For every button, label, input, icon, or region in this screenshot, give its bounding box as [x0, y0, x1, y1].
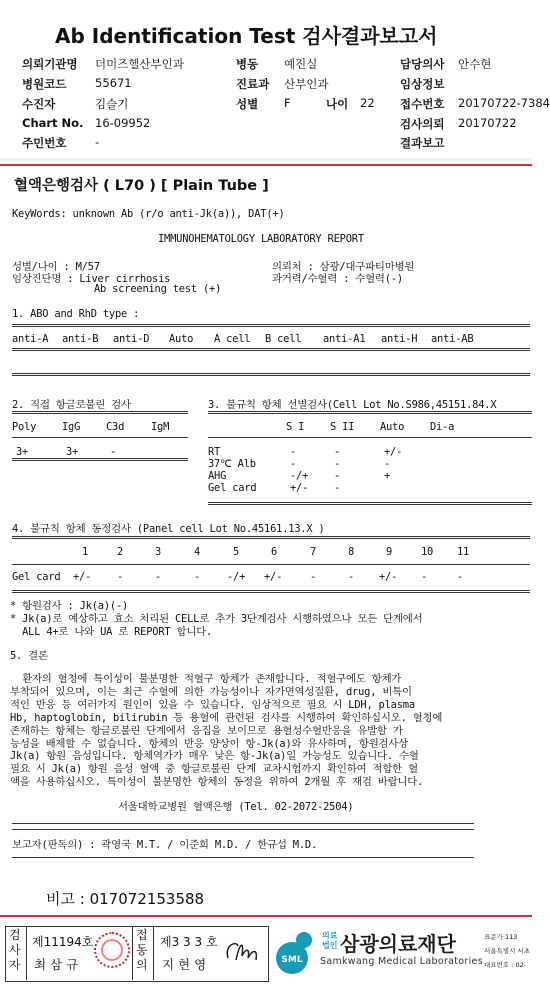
section-4-title: 4. 불규칙 항체 동정검사 (Panel cell Lot No.45161.13.X ) — [12, 523, 325, 535]
inspector-name: 최 삼 규 — [34, 957, 79, 972]
double-rule — [12, 348, 530, 351]
value-doctor: 안수현 — [458, 57, 492, 71]
screen-value: - — [334, 470, 341, 482]
screen-header: Auto — [380, 421, 405, 433]
conclusion-line: Hb, haptoglobin, bilirubin 등 용혈에 관련된 검사를 시행하여 확인하십시오. 혈청에 — [10, 711, 443, 724]
dat-header: C3d — [106, 421, 125, 433]
abo-header: anti-B — [62, 333, 99, 345]
side-info-2: 서울특별시 서초 — [484, 947, 531, 955]
sex-age: 성별/나이 : M/57 — [12, 261, 100, 273]
remark: 비고 : 017072153588 — [46, 890, 205, 908]
double-rule — [208, 411, 532, 414]
dat-value: 3+ — [16, 446, 29, 458]
abo-header: Auto — [169, 333, 194, 345]
abo-header: A cell — [214, 333, 251, 345]
value-chart-no: 16-09952 — [95, 116, 151, 130]
double-rule — [12, 536, 530, 539]
confirmer-label-char: 의 — [136, 958, 148, 972]
value-department: 산부인과 — [284, 77, 329, 91]
screen-value: + — [384, 470, 391, 482]
abo-header: anti-AB — [431, 333, 474, 345]
divider — [26, 926, 27, 980]
value-request-date: 20170722 — [458, 116, 517, 130]
panel-cell-number: 5 — [233, 546, 240, 558]
label-ward: 병동 — [236, 57, 259, 71]
double-rule — [12, 590, 530, 593]
value-hospital-code: 55671 — [95, 76, 132, 90]
value-ward: 예진실 — [284, 57, 318, 71]
label-resident-no: 주민번호 — [22, 136, 67, 150]
hospital-contact: 서울대학교병원 혈액은행 (Tel. 02-2072-2504) — [118, 801, 354, 813]
value-receipt-no: 20170722-7384 — [458, 96, 550, 110]
sml-logo-icon — [270, 926, 320, 976]
note-jka-1: * Jk(a)로 예상하고 효소 처리된 CELL로 추가 3단계검사 시행하였으나 모든 단계에서 — [10, 613, 423, 625]
panel-cell-value: -/+ — [227, 571, 246, 583]
panel-cell-number: 8 — [348, 546, 355, 558]
confirmer-license: 제3 3 3 호 — [160, 935, 218, 949]
panel-cell-value: - — [348, 571, 355, 583]
screen-header: Di-a — [430, 421, 455, 433]
double-rule — [208, 502, 532, 505]
inspector-license: 제11194호 — [32, 935, 94, 949]
panel-cell-number: 7 — [310, 546, 317, 558]
single-rule — [12, 857, 474, 858]
single-rule — [12, 564, 530, 565]
screen-value: - — [334, 482, 341, 494]
diagnosis-2: Ab screening test (+) — [94, 283, 222, 295]
panel-cell-value: - — [155, 571, 162, 583]
inspector-label-char: 자 — [9, 958, 21, 972]
panel-label: Gel card — [12, 571, 61, 583]
section-3-title: 3. 불규칙 항체 선별검사(Cell Lot No.S986,45151.84.X — [208, 399, 497, 411]
divider — [153, 926, 154, 980]
note-jka-2: ALL 4+로 나와 UA 로 REPORT 합니다. — [10, 626, 213, 638]
lab-title: IMMUNOHEMATOLOGY LABORATORY REPORT — [158, 233, 364, 245]
panel-cell-number: 1 — [82, 546, 89, 558]
screen-header: S II — [330, 421, 355, 433]
panel-cell-number: 11 — [457, 546, 470, 558]
org-small-2: 법인 — [322, 941, 338, 950]
screen-value: - — [334, 458, 341, 470]
abo-header: B cell — [265, 333, 302, 345]
confirmer-label — [136, 928, 150, 973]
confirmer-label-char: 동 — [136, 943, 148, 957]
screen-value: +/- — [290, 482, 309, 494]
seal-inner — [101, 939, 123, 961]
panel-cell-value: - — [310, 571, 317, 583]
confirmer-name: 지 현 영 — [162, 957, 207, 972]
inspector-label — [9, 928, 23, 973]
conclusion-line: 액을 사용하십시오. 특이성이 불분명한 항체의 동정을 위하여 2개월 후 재검 바랍니다. — [10, 776, 424, 789]
single-rule — [208, 437, 532, 438]
abo-header: anti-H — [381, 333, 418, 345]
signature-icon — [222, 934, 262, 970]
section-2-title: 2. 직접 항글로불린 검사 — [12, 399, 131, 411]
single-rule — [12, 829, 474, 830]
abo-header: anti-A — [12, 333, 49, 345]
label-sex: 성별 — [236, 97, 259, 111]
keywords: KeyWords: unknown Ab (r/o anti-Jk(a)), DAT(+) — [12, 208, 285, 220]
conclusion-line: 존재하는 항체는 항글로불린 단계에서 응집을 보이므로 용혈성수혈반응을 유발할 가 — [10, 724, 403, 737]
label-request-date: 검사의뢰 — [400, 117, 445, 131]
label-requester-org: 의뢰기관명 — [22, 57, 78, 71]
label-clinical-info: 임상정보 — [400, 77, 445, 91]
double-rule — [12, 411, 188, 414]
panel-cell-number: 10 — [421, 546, 434, 558]
conclusion-line: 적인 반응 등 여러가지 원인이 있을 수 있습니다. 임상적으로 필요 시 LDH, plasma — [10, 698, 415, 711]
org-name: 삼광의료재단 — [340, 932, 456, 956]
screen-phase: RT — [208, 446, 221, 458]
value-resident-no: - — [95, 135, 100, 149]
section-title: 혈액은행검사 ( L70 ) [ Plain Tube ] — [14, 178, 269, 194]
double-rule — [12, 373, 530, 376]
label-department: 진료과 — [236, 77, 270, 91]
value-requester-org: 더미즈헬산부인과 — [95, 57, 184, 71]
dat-header: IgM — [151, 421, 170, 433]
screen-header: S I — [286, 421, 305, 433]
panel-cell-value: - — [117, 571, 124, 583]
side-info-1: 표준가:113 — [484, 933, 518, 941]
label-receipt-no: 접수번호 — [400, 97, 445, 111]
panel-cell-value: +/- — [264, 571, 283, 583]
dat-header: Poly — [12, 421, 37, 433]
transfusion-history: 과거력/수혈력 : 수혈력(-) — [272, 273, 403, 285]
label-age: 나이 — [326, 97, 349, 111]
label-result-report: 결과보고 — [400, 136, 445, 150]
panel-cell-number: 3 — [155, 546, 162, 558]
diagnosis-1: 임상진단명 : Liver cirrhosis — [12, 273, 171, 285]
double-rule — [12, 458, 188, 461]
panel-cell-number: 6 — [271, 546, 278, 558]
section-5-title: 5. 결론 — [10, 650, 48, 662]
panel-cell-value: - — [194, 571, 201, 583]
screen-value: - — [334, 446, 341, 458]
dat-value: 3+ — [66, 446, 79, 458]
side-info-3: 대표번호 : 02- — [484, 961, 527, 969]
conclusion-line: 환자의 혈청에 특이성이 불분명한 적혈구 항체가 존재합니다. 적혈구에도 항체가 — [10, 673, 402, 685]
panel-cell-number: 4 — [194, 546, 201, 558]
section-1-title: 1. ABO and RhD type : — [12, 308, 140, 320]
sml-text: SML — [281, 955, 303, 965]
conclusion-line: 능성을 배제할 수 없습니다. 항체의 반응 양상이 항-Jk(a)와 유사하며, 항원검사상 — [10, 737, 409, 750]
label-chart-no: Chart No. — [22, 116, 84, 130]
red-divider-top — [0, 164, 532, 166]
abo-header: anti-A1 — [323, 333, 366, 345]
inspector-label-char: 사 — [9, 943, 21, 957]
conclusion-line: 부착되어 있으며, 이는 최근 수혈에 의한 가능성이나 자가면역성질환, drug, 비특이 — [10, 685, 412, 698]
org-name-en: Samkwang Medical Laboratories — [320, 956, 483, 967]
reporter: 보고자(판독의) : 곽영국 M.T. / 이준희 M.D. / 한규섭 M.D. — [12, 839, 318, 851]
panel-cell-value: - — [421, 571, 428, 583]
conclusion-line: Jk(a) 항원 음성입니다. 항체역가가 매우 낮은 항-Jk(a)일 가능성도 있습니다. 수혈 — [10, 750, 419, 763]
screen-phase: AHG — [208, 470, 227, 482]
screen-value: +/- — [384, 446, 403, 458]
screen-value: - — [290, 446, 297, 458]
panel-cell-value: +/- — [379, 571, 398, 583]
single-rule — [12, 823, 474, 824]
panel-cell-value: +/- — [73, 571, 92, 583]
note-antigen: * 항원검사 : Jk(a)(-) — [10, 600, 129, 612]
dat-value: - — [110, 446, 117, 458]
screen-phase: Gel card — [208, 482, 257, 494]
org-small-1: 의료 — [322, 931, 338, 940]
single-rule — [12, 437, 188, 438]
dat-header: IgG — [62, 421, 81, 433]
inspector-label-char: 검 — [9, 928, 21, 942]
screen-value: - — [384, 458, 391, 470]
value-patient: 김슬기 — [95, 97, 129, 111]
red-divider-bottom — [0, 915, 532, 917]
screen-value: - — [290, 458, 297, 470]
header-divider — [0, 158, 532, 161]
value-sex: F — [284, 96, 291, 110]
abo-header: anti-D — [113, 333, 150, 345]
label-patient: 수진자 — [22, 97, 56, 111]
panel-cell-value: - — [457, 571, 464, 583]
divider — [132, 926, 133, 980]
panel-cell-number: 9 — [386, 546, 393, 558]
report-title: Ab Identification Test 검사결과보고서 — [55, 24, 438, 48]
panel-cell-number: 2 — [117, 546, 124, 558]
conclusion-line: 필요 시 Jk(a) 항원 음성 혈액 중 항글로불린 단계 교차시험까지 확인하여 적합한 혈 — [10, 763, 418, 776]
value-age: 22 — [360, 96, 375, 110]
requester: 의뢰처 : 삼광/대구파티마병원 — [272, 261, 415, 273]
double-rule — [12, 324, 530, 327]
label-hospital-code: 병원코드 — [22, 77, 67, 91]
label-doctor: 담당의사 — [400, 57, 445, 71]
screen-value: -/+ — [290, 470, 309, 482]
confirmer-label-char: 접 — [136, 928, 148, 942]
screen-phase: 37℃ Alb — [208, 458, 256, 470]
